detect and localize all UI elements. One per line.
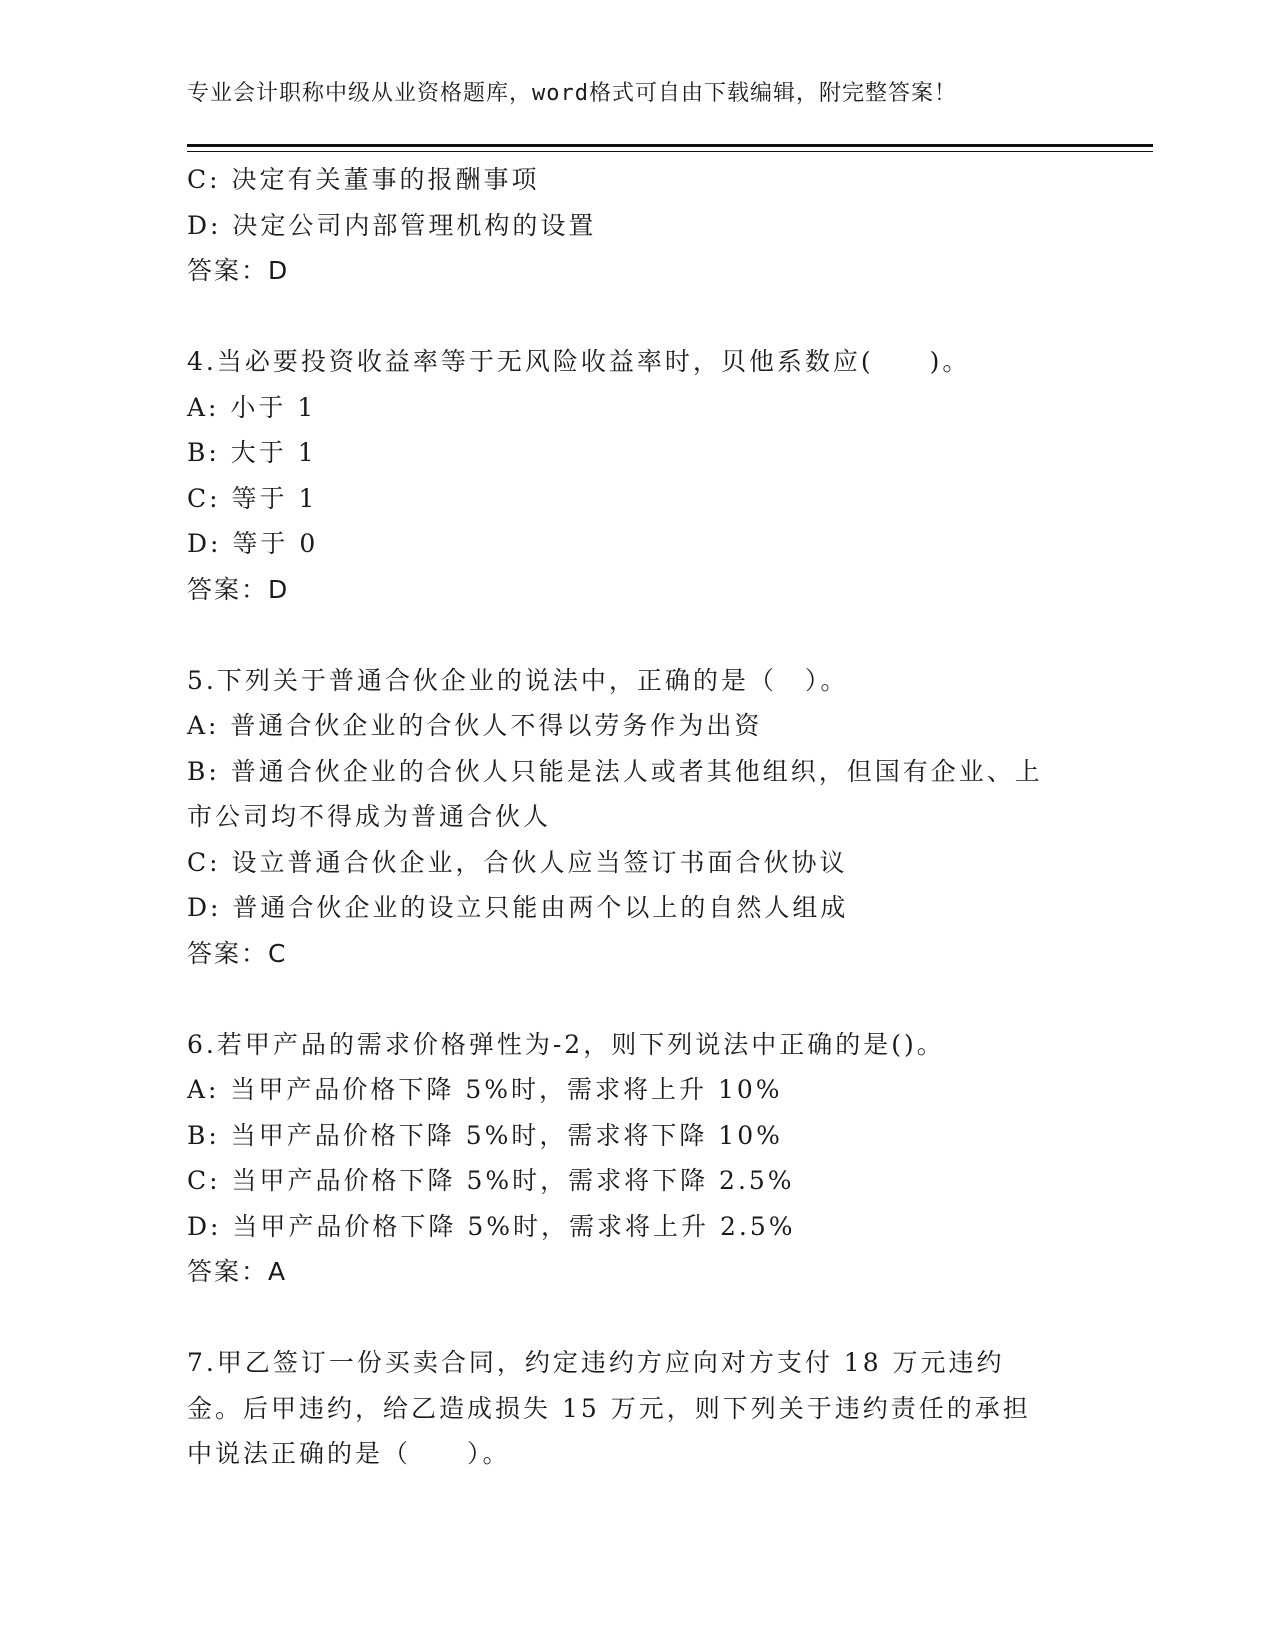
option-a: A: 当甲产品价格下降 5%时，需求将上升 10% [187,1075,783,1104]
question-stem: 6.若甲产品的需求价格弹性为-2，则下列说法中正确的是()。 [187,1029,945,1059]
header-rule-thin [187,151,1153,152]
option-a: A: 小于 1 [187,392,317,422]
option-c: C: 设立普通合伙企业，合伙人应当签订书面合伙协议 [187,847,848,877]
question-3-partial [187,157,1087,294]
question-6 [187,1022,1087,1295]
answer: 答案：C [187,938,288,968]
option-d: D: 当甲产品价格下降 5%时，需求将上升 2.5% [187,1211,796,1241]
answer: 答案：D [187,256,290,285]
option-a: A: 普通合伙企业的合伙人不得以劳务作为出资 [187,711,763,740]
option-d: D: 等于 0 [187,529,319,558]
option-d: D: 普通合伙企业的设立只能由两个以上的自然人组成 [187,893,849,922]
option-c: C: 决定有关董事的报酬事项 [187,165,540,194]
option-b: B: 大于 1 [187,438,317,467]
question-5 [187,658,1087,977]
spacer [187,294,1087,340]
option-d: D: 决定公司内部管理机构的设置 [187,210,597,240]
spacer [187,976,1087,1022]
spacer [187,1295,1087,1341]
answer: 答案：A [187,1257,288,1286]
spacer [187,612,1087,658]
question-content [187,157,1087,1477]
question-stem: 5.下列关于普通合伙企业的说法中，正确的是（ ）。 [187,665,849,695]
page-header: 专业会计职称中级从业资格题库，word格式可自由下载编辑，附完整答案！ [187,81,957,106]
option-c: C: 等于 1 [187,483,318,513]
option-b: B: 当甲产品价格下降 5%时，需求将下降 10% [187,1120,783,1150]
option-b: B: 普通合伙企业的合伙人只能是法人或者其他组织，但国有企业、上市公司均不得成为普通合伙人 [187,756,1043,831]
question-stem: 4.当必要投资收益率等于无风险收益率时，贝他系数应( )。 [187,347,971,376]
answer: 答案：D [187,574,290,604]
header-rule-thick [187,144,1153,147]
question-7 [187,1340,1087,1477]
option-c: C: 当甲产品价格下降 5%时，需求将下降 2.5% [187,1166,795,1195]
question-stem: 7.甲乙签订一份买卖合同，约定违约方应向对方支付 18 万元违约金。后甲违约，给乙造成损失 15 万元，则下列关于违约责任的承担中说法正确的是（ ）。 [187,1348,1031,1468]
question-4 [187,339,1087,612]
